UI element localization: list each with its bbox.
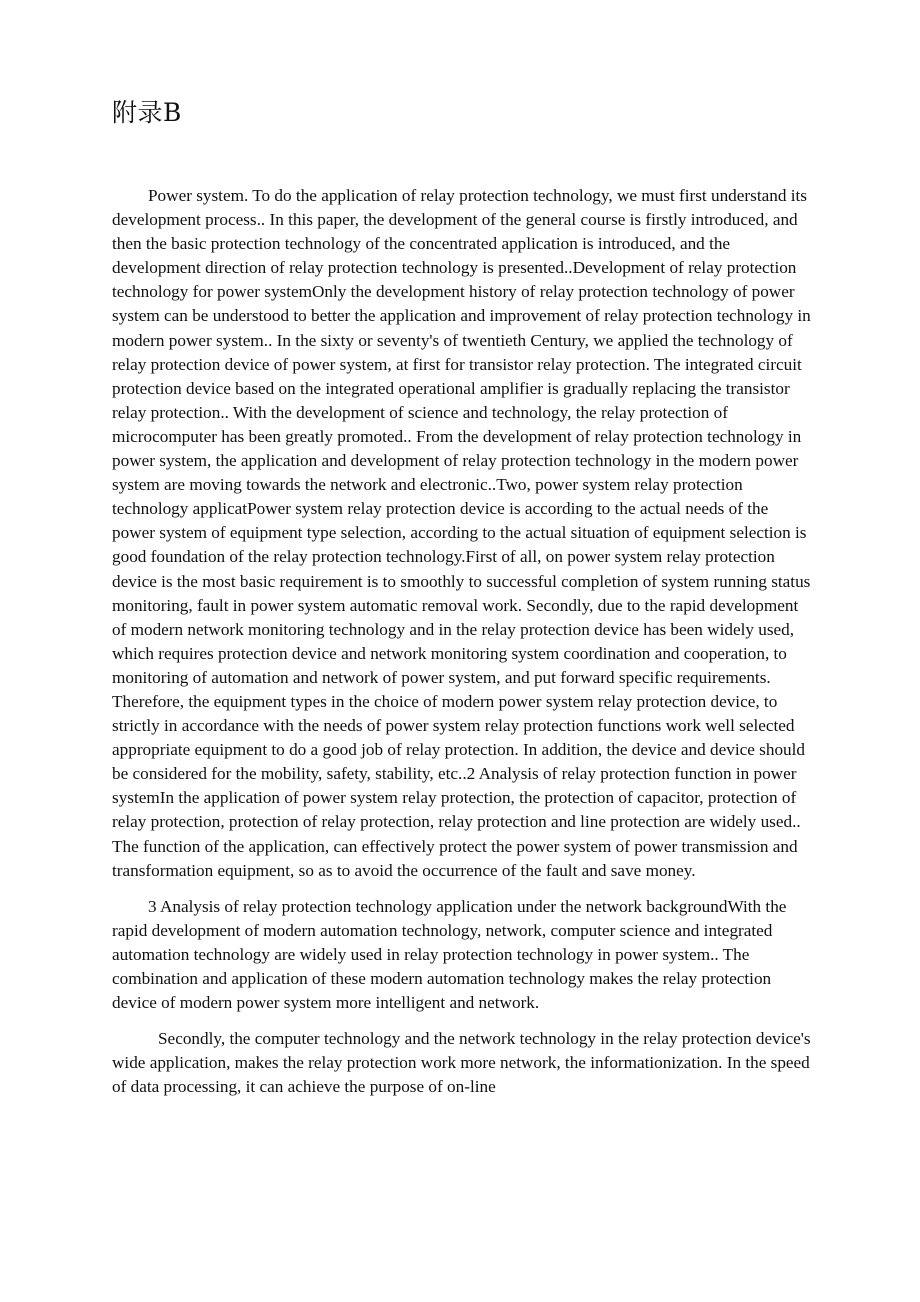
- body-paragraph-2: 3 Analysis of relay protection technology application under the network backgroundWith the rapid development of modern automation technology, network, computer science and integrated automation technology are widely used in relay protection technology in power system.. The combination and application of these modern automation technology makes the relay protection device of modern power system more intelligent and network.: [112, 896, 787, 1013]
- body-paragraph-1: Power system. To do the application of relay protection technology, we must first understand its development process.. In this paper, the development of the general course is firstly introduced, and then the basic protection technology of the concentrated application is introduced, and the development direction of relay protection technology is presented..Development of relay protection technology for power systemOnly the development history of relay protection technology of power system can be understood to better the application and improvement of relay protection technology in modern power system.. In the sixty or seventy's of twentieth Century, we applied the technology of relay protection device of power system, at first for transistor relay protection. The integrated circuit protection device based on the integrated operational amplifier is gradually replacing the transistor relay protection.. With the development of science and technology, the relay protection of microcomputer has been greatly promoted.. From the development of relay protection technology in power system, the application and development of relay protection technology in the modern power system are moving towards the network and electronic..Two, power system relay protection technology applicatPower system relay protection device is according to the actual needs of the power system of equipment type selection, according to the actual situation of equipment selection is good foundation of the relay protection technology.First of all, on power system relay protection device is the most basic requirement is to smoothly to successful completion of system running status monitoring, fault in power system automatic removal work. Secondly, due to the rapid development of modern network monitoring technology and in the relay protection device has been widely used, which requires protection device and network monitoring system coordination and cooperation, to monitoring of automation and network of power system, and put forward specific requirements. Therefore, the equipment types in the choice of modern power system relay protection device, to strictly in accordance with the needs of power system relay protection functions work well selected appropriate equipment to do a good job of relay protection. In addition, the device and device should be considered for the mobility, safety, stability, etc..2 Analysis of relay protection function in power systemIn the application of power system relay protection, the protection of capacitor, protection of relay protection, protection of relay protection, relay protection and line protection are widely used.. The function of the application, can effectively protect the power system of power transmission and transformation equipment, so as to avoid the occurrence of the fault and save money.: [112, 186, 811, 880]
- appendix-heading: 附录B: [112, 98, 182, 127]
- document-body: [112, 184, 812, 1099]
- body-paragraph-3: Secondly, the computer technology and the network technology in the relay protection device's wide application, makes the relay protection work more network, the informationization. In the speed of data processing, it can achieve the purpose of on-line: [112, 1029, 811, 1097]
